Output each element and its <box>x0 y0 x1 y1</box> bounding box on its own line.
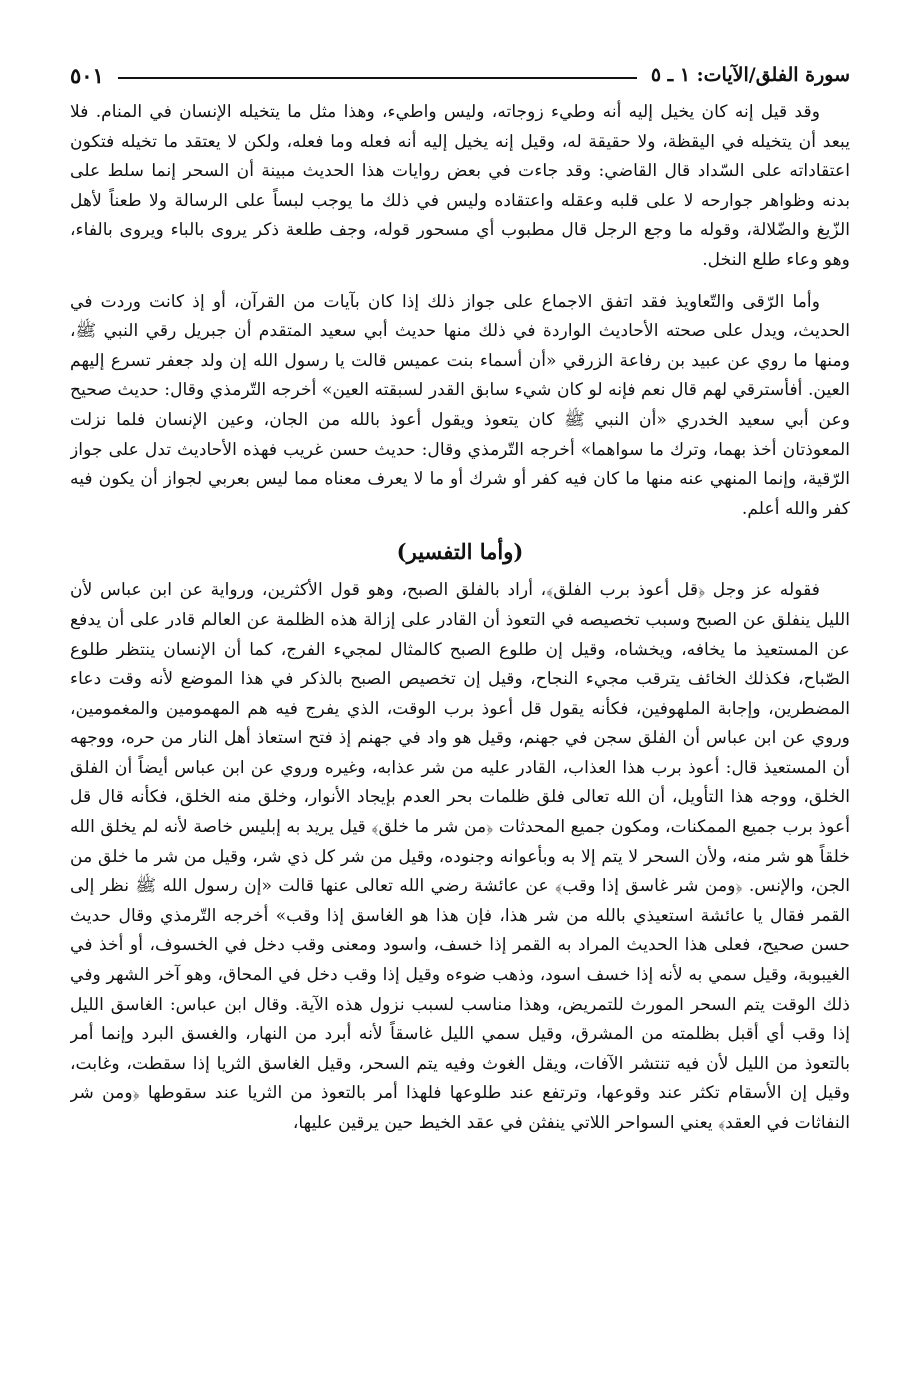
section-title: (وأما التفسير) <box>396 539 524 565</box>
document-page <box>70 58 850 1358</box>
surah-title: سورة الفلق/الآيات: ١ ـ ٥ <box>650 64 850 86</box>
paragraph-ruqya: وأما الرّقى والتّعاويذ فقد اتفق الاجماع على جواز ذلك إذا كان بآيات من القرآن، أو إذ كانت وردت في الحديث، ويدل على صحته الأحاديث الواردة في ذلك منها حديث أبي سعيد المتقدم أن جبريل رقي النبي ﷺ، ومنها ما روي عن عبيد بن رفاعة الزرقي «أن أسماء بنت عميس قالت يا رسول الله إن ولد جعفر تسرع إليهم العين. أفأسترقي لهم قال نعم فإنه لو كان شيء سابق القدر لسبقته العين» أخرجه التّرمذي وقال: حديث صحيح وعن أبي سعيد الخدري «أن النبي ﷺ كان يتعوذ ويقول أعوذ بالله من الجان، وعين الإنسان فلما نزلت المعوذتان أخذ بهما، وترك ما سواهما» أخرجه التّرمذي وقال: حديث حسن غريب فهذه الأحاديث تدل على جواز الرّقية، وإنما المنهي عنه منها ما كان فيه كفر أو شرك أو ما لا يعرف معناه مما ليس بعربي لجواز أن يكون فيه كفر والله أعلم. <box>70 291 850 519</box>
header-rule <box>118 77 637 79</box>
paragraph-tafsir: فقوله عز وجل ﴿قل أعوذ برب الفلق﴾، أراد بالفلق الصبح، وهو قول الأكثرين، ورواية عن ابن عباس لأن الليل ينفلق عن الصبح وسبب تخصيصه في التعوذ أن القادر على إزالة هذه الظلمة عن العالم قادر على أن يدفع عن المستعيذ ما يخافه، ويخشاه، وقيل إن طلوع الصبح كالمثال لمجيء الفرج، كما أن الإنسان ينتظر طلوع الصّباح، فكذلك الخائف يترقب مجيء النجاح، وقيل إن تخصيص الصبح بالذكر في هذا الموضع لأنه وقت دعاء المضطرين، وإجابة الملهوفين، فكأنه يقول قل أعوذ برب الوقت، الذي يفرج فيه هم المهمومين والمغمومين، وروي عن ابن عباس أن الفلق سجن في جهنم، وقيل هو واد في جهنم إذ فتح استعاذ أهل النار من حره، ووجهه أن المستعيذ قال: أعوذ برب هذا العذاب، القادر عليه من شر عذابه، وغيره وروي عن ابن عباس أيضاً أن الفلق الخلق، ووجه هذا التأويل، أن الله تعالى فلق ظلمات بحر العدم بإيجاد الأنوار، وخلق منه الخلق، فكأنه قال قل أعوذ برب جميع الممكنات، ومكون جميع المحدثات ﴿من شر ما خلق﴾ قيل يريد به إبليس خاصة لأنه لم يخلق الله خلقاً هو شر منه، ولأن السحر لا يتم إلا به وبأعوانه وجنوده، وقيل من شر كل ذي شر، وقيل من شر ما خلق من الجن، والإنس. ﴿ومن شر غاسق إذا وقب﴾ عن عائشة رضي الله تعالى عنها قالت «إن رسول الله ﷺ نظر إلى القمر فقال يا عائشة استعيذي بالله من شر هذا، فإن هذا هو الغاسق إذا وقب» أخرجه التّرمذي وقال حديث حسن صحيح، فعلى هذا الحديث المراد به القمر إذا خسف، واسود ومعنى وقب دخل في الخسوف، أو أخذ في الغيبوبة، وقيل سمي به لأنه إذا خسف اسود، وذهب ضوءه وقيل إذا وقب دخل في المحاق، وهو آخر الشهر وفي ذلك الوقت يتم السحر المورث للتمريض، وهذا مناسب لسبب نزول هذه الآية. وقال ابن عباس: الغاسق الليل إذا وقب أي أقبل بظلمته من المشرق، وقيل سمي الليل غاسقاً لأنه أبرد من النهار، والغسق البرد وإنما أمر بالتعوذ من الليل لأن فيه تنتشر الآفات، ويقل الغوث وفيه يتم السحر، وقيل الغاسق الثريا إذا سقطت، وغابت، وقيل إن الأسقام تكثر عند وقوعها، وترتفع عند طلوعها فلهذا أمر بالتعوذ من الثريا عند سقوطها ﴿ومن شر النفاثات في العقد﴾ يعني السواحر اللاتي ينفثن في عقد الخيط حين يرقين عليها، <box>70 580 850 1133</box>
page-number: ٥٠١ <box>70 62 104 88</box>
running-header <box>70 58 850 92</box>
paragraph-sihr: وقد قيل إنه كان يخيل إليه أنه وطيء زوجاته، وليس واطيء، وهذا مثل ما يتخيله الإنسان في المنام. فلا يبعد أن يتخيله في اليقظة، ولا حقيقة له، وقيل إنه يخيل إليه أنه فعله وما فعله، ولكن لا يعتقد ما تخيله فتكون اعتقاداته على السّداد قال القاضي: وقد جاءت في بعض روايات هذا الحديث مبينة أن السحر إنما سلط على بدنه وظواهر جوارحه لا على قلبه وعقله واعتقاده وليس في ذلك ما يوجب لبساً على الرسالة ولا طعناً لأهل الزّيغ والضّلالة، وقوله ما وجع الرجل قال مطبوب أي مسحور قوله، وجف طلعة ذكر يروى بالباء ويروى بالفاء، وهو وعاء طلع النخل. <box>70 102 850 270</box>
